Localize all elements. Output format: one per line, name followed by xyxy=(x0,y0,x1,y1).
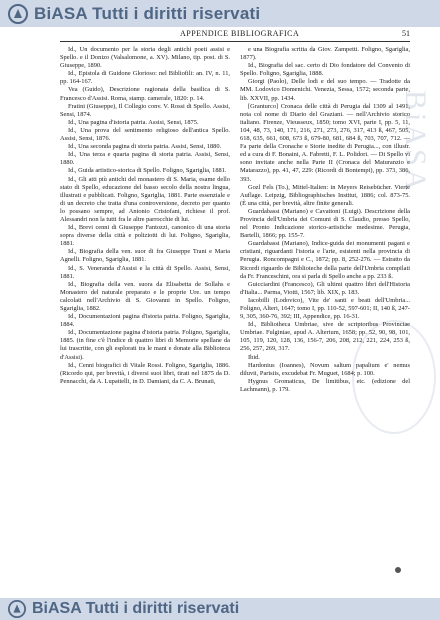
watermark-text: BiASA xyxy=(399,90,432,194)
banner-title: BiASA Tutti i diritti riservati xyxy=(34,4,261,23)
bib-entry: e una Biografia scritta da Giov. Zampetti. Foligno, Sgariglia, 1877). xyxy=(240,46,410,62)
bib-entry: Id., Documentazione pagina d'istoria patria. Foligno, Sgariglia, 1885. (in fine c'è l'indice di quattro libri di Memorie spellane da lui trascritte, con gli esplorati tra le mani e donate alla Biblioteca d'Assisi). xyxy=(60,329,230,361)
bib-entry: Hygnus Gromaticus, De limitibus, etc. (edizione del Lachmann), p. 179. xyxy=(240,377,410,393)
bib-entry: Ibid. xyxy=(248,353,260,361)
bib-entry: Id., Gli atti più antichi del monastero di S. Maria, esame dello stato di Spello, educazione del basso secolo della nostra lingua, illustrati e pubblicati. Foligno, Sgariglia, 1881. Parte essenziale e di un decreto che tratta d'una controversione, decreto per quanto lo possano sempre, ad Antonio Cristofani, richiese il prof. Alessandri non la tutti fra le altre parrocchie di lui. xyxy=(60,175,230,223)
bib-entry: Id., S. Veneranda d'Assisi e la città di Spello. Assisi, Sensi, 1881. xyxy=(60,264,230,280)
ink-mark xyxy=(395,567,401,573)
bib-entry: [Granturco] Cronaca delle città di Perugia dal 1309 al 1491, nota col nome di Diario del Graziani. — nell'Archivio storico italiano. Firenze, Vieusseux, 1850; tomo XVI, parte I, pp. 5, 11, 104, 48, 73, 140, 171, 216, 271, 273, 276, 317, 413 ß, 467, 505, 618, 635, 661, 608, 673 ß, 679-80, 681, 684 ß, 703, 707, 712. — Fa parte della Cronache e Storie inedite di Perugia..., con illustr. ed a cura di F. Bonaini, A. Fabretti, F. L. Polidori. — Di Spello vi sono invitate anche nella Parte II (Cronaca del Maturanzio e Matarazzo), pp. 41, 47, 229: (Ricordi di Bontempi), pp. 373, 386, 393. xyxy=(240,102,410,183)
bib-entry: Guicciardini (Francesco), Gli ultimi quattro libri dell'Historia d'Italia... Parma, Viotti, 1567; lib. XIX, p. 183. xyxy=(240,280,410,296)
bib-entry: Id., Cenni biografici di Vitale Rossi. Foligno, Sgariglia, 1886. (Ricordo qui, per brevità, i diversi suoi libri, tirati nel 1875 da D. Pennacchi, da A. Lupattelli, in D. Damiani, da C. A. Brunati, xyxy=(60,361,230,385)
bib-entry: Id., Un documento per la storia degli antichi poeti assisi e Spello. e il Donizo (Valsalomone, a. XV). Milano, tip. post. di S. Giuseppe, 1890. xyxy=(60,46,230,70)
bib-entry: Id., Bibliotheca Umbriae, sive de scriptoribus Provinciae Umbriae. Fulginiae, apud A. Alterium, 1658; pp. 52, 90, 98, 101, 105, 119, 120, 128, 136, 156-7, 206, 208, 212, 221, 224, 253 ß, 256, 257, 269, 317. xyxy=(240,321,410,353)
bib-entry: Vea (Guido), Descrizione ragionata della basilica di S. Francesco d'Assisi. Roma, stamp. camerale, 1820: p. 14. xyxy=(60,86,230,102)
bib-entry: Id., Una pagina d'istoria patria. Assisi, Sensi, 1875. xyxy=(68,118,199,126)
bib-entry: Hardonius (Ioannes), Novum saltum papalium e' nemus diluvii, Parisiis, excudebat Fr. Muguet, 1684; p. 100. xyxy=(240,361,410,377)
bib-entry: Iacobilli (Lodovico), Vite de' santi e beati dell'Umbria... Foligno, Alteri, 1647; tomo I, pp. 110-52, 597-601; II, 140 ß, 247-9, 305, 360-76, 392; III, Appendice, pp. 16-31. xyxy=(240,296,410,321)
bib-entry: Id., Una terza e quarta pagina di storia patria. Assisi, Sensi, 1880. xyxy=(60,151,230,167)
bib-entry: Id., Documentazioni pagina d'istoria patria. Foligno, Sgariglia, 1884. xyxy=(60,313,230,329)
biasa-logo-icon xyxy=(8,4,28,24)
bib-entry: Id., Biografia della ven. suora da Elisabetta de Sollahs e Monastero del naturale preparato e le proprie Ure. un tempo calcolati nell'Archivio di S. Giovanni in Spello. Foligno, Sgariglia, 1882. xyxy=(60,280,230,312)
bib-entry: Id., Guida artistico-storica di Spello. Foligno, Sgariglia, 1881. xyxy=(68,167,227,175)
left-column xyxy=(60,46,230,386)
bib-entry: Gozl Fels (To.), Mittel-Italien: in Meyers Reisebücher. Vierte Auflage. Leipzig, Bibliographisches Institut, 1886; col. 873-75. (È una città, per brevità, altre finite generali. xyxy=(240,183,410,207)
bib-entry: Guardabassi (Mariano), Indice-guida dei monumenti pagani e cristiani, riguardanti l'istoria e l'arte, esistenti nella provincia di Perugia. Roncompagni e C., 1872; pp. 8, 252-276. — Estratto da Ricordi riguardo de Biblioteche della parte dell'Umbria compilati da Fr. Franceschini, ora si parla di Spello anche a pp. 233 ß. xyxy=(240,240,410,280)
top-banner xyxy=(0,0,440,27)
bib-entry: Id., Una seconda pagina di storia patria. Assisi, Sensi, 1880. xyxy=(68,143,222,151)
bib-entry: Fratini (Giuseppe), Il Collegio conv. V. Rossi di Spello. Assisi, Sensi, 1874. xyxy=(60,102,230,118)
bib-entry: Id., Biografia del sac. certo di Dio fondatore del Convento di Spello. Foligno, Sgariglia, 1888. xyxy=(240,62,410,78)
header-rule xyxy=(60,41,410,42)
bib-entry: Id., Biografia della ven. suor di fra Giuseppe Trani e Maria Agnelli. Foligno, Sgariglia, 1881. xyxy=(60,248,230,264)
bib-entry: Guardabassi (Mariano) e Cavattoni (Luigi). Descrizione della Provincia dell'Umbria dei Comuni di S. Claudio, presso Spello, nel Pronto Indicazione storico-artistiche medesime. Perugia, Bartelli, 1866; pp. 155-7. xyxy=(240,207,410,240)
bib-entry: Id., Epistola di Guidone Glorioso: nel Bibliofili: an. IV, n. 11, pp. 164-167. xyxy=(60,70,230,86)
bib-entry: Giorgi (Paolo), Delle lodi e del suo tempo. — Tradotte da MM. Lodovico Domenichi. Venezia, Sessa, 1572; seconda parte, lib. XXVII, pp. 1434. xyxy=(240,78,410,102)
bottom-banner xyxy=(0,598,440,620)
biasa-logo-icon xyxy=(8,600,26,618)
banner-title-bottom: BiASA Tutti i diritti riservati xyxy=(32,600,240,617)
header-center-title: APPENDICE BIBLIOGRAFICA xyxy=(180,29,300,38)
page-number: 51 xyxy=(402,29,410,38)
right-column xyxy=(240,46,410,394)
bib-entry: Id., Una prova del sentimento religioso dell'antica Spello. Assisi, Sensi, 1876. xyxy=(60,126,230,143)
bib-entry: Id., Brevi cenni di Giuseppe Fantozzi, canonico di una storia sopra diverse della città e poliziotti di lui. Foligno, Sgariglia, 1881. xyxy=(60,224,230,248)
